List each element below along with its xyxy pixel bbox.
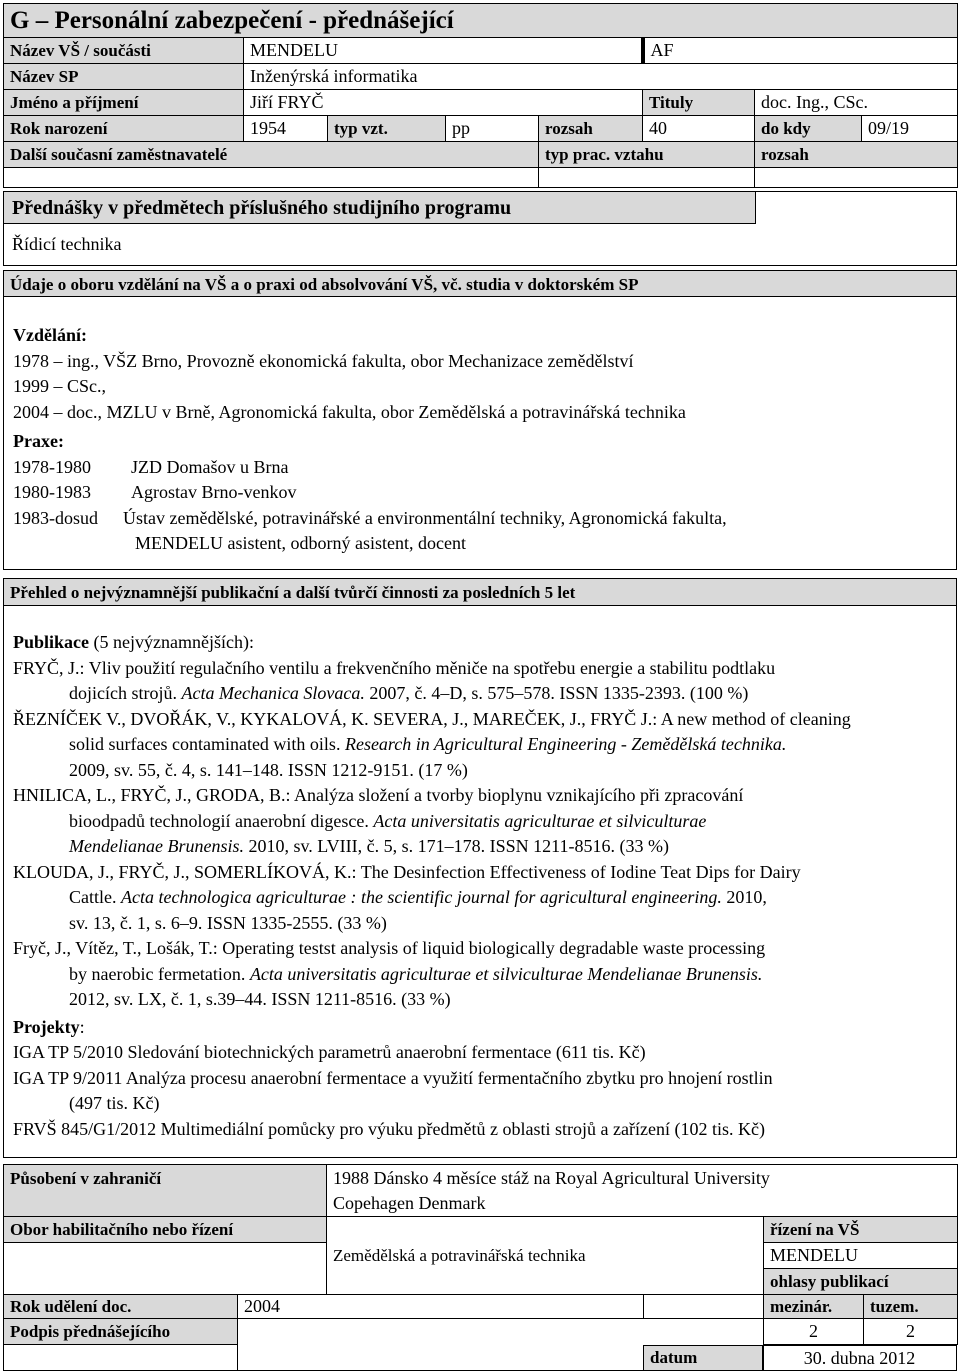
pub-journal: Acta universitatis agriculturae et silviculturae (373, 810, 707, 831)
edu-item: 2004 – doc., MZLU v Brně, Agronomická fakulta, obor Zemědělská a potravinářská technika (13, 401, 686, 422)
rok-value: 2004 (238, 1295, 644, 1319)
pub-journal: Acta technologica agriculturae : the scientific journal for agricultural engineering. (121, 887, 722, 907)
rizeni-label: řízení na VŠ (764, 1217, 958, 1243)
pub-text: Cattle. (69, 887, 121, 907)
pub-label-bold: Publikace (13, 632, 90, 652)
other-employer-cell (4, 168, 539, 188)
praxe-item (13, 480, 947, 506)
praxe-item (13, 506, 947, 532)
birth-value: 1954 (244, 116, 328, 142)
publications-heading: Přehled o nejvýznamnější publikační a další tvůrčí činnosti za posledních 5 let (4, 579, 956, 606)
pub-text: by naerobic fermetation. (69, 963, 250, 984)
podpis-empty (4, 1345, 238, 1371)
abroad-line: Copehagen Denmark (333, 1192, 486, 1213)
tuzem-label: tuzem. (864, 1295, 958, 1319)
lectures-subject: Řídicí technika (12, 234, 122, 254)
tuzem-value: 2 (864, 1319, 958, 1345)
publications-section (3, 578, 957, 1158)
pub-text: solid surfaces contaminated with oils. (69, 734, 345, 754)
podpis-label: Podpis přednášejícího (4, 1319, 238, 1345)
projects-label-colon: : (79, 1016, 85, 1037)
praxe-period: 1980-1983 (13, 482, 91, 502)
pub-label-rest: (5 nejvýznamnějších): (89, 632, 254, 652)
rok-spacer (644, 1295, 764, 1319)
pub-label (13, 630, 947, 656)
pub-line: ŘEZNÍČEK V., DVOŘÁK, V., KYKALOVÁ, K. SEVERA, J., MAREČEK, J., FRYČ J.: A new method of cleaning (13, 708, 851, 729)
name-label: Jméno a příjmení (4, 90, 244, 116)
typprac-cell (539, 168, 755, 188)
header-table (3, 3, 958, 188)
project-item: IGA TP 5/2010 Sledování biotechnických parametrů anaerobní fermentace (611 tis. Kč) (13, 1042, 646, 1062)
habil-empty (4, 1243, 327, 1295)
praxe-text: JZD Domašov u Brna (131, 456, 289, 477)
vs-part: AF (643, 38, 958, 64)
pub-line (13, 885, 947, 911)
datum-label: datum (643, 1345, 763, 1371)
pub-line: FRYČ, J.: Vliv použití regulačního ventilu a frekvenčního měniče na spotřebu energie a stabilitu podtlaku (13, 657, 776, 678)
typvzt-label: typ vzt. (328, 116, 446, 142)
rozsah2-cell (755, 168, 958, 188)
pub-line: sv. 13, č. 1, s. 6–9. ISSN 1335-2555. (33 %) (69, 912, 387, 933)
pub-line: 2012, sv. LX, č. 1, s.39–44. ISSN 1211-8516. (33 %) (69, 989, 451, 1009)
projects-label-bold: Projekty (13, 1016, 80, 1037)
mezinar-value: 2 (764, 1319, 864, 1345)
pub-text: 2010, sv. LVIII, č. 5, s. 171–178. ISSN 1211-8516. (33 %) (243, 836, 669, 856)
abroad-line: 1988 Dánsko 4 měsíce stáž na Royal Agricultural University (333, 1167, 770, 1188)
project-item: FRVŠ 845/G1/2012 Multimediální pomůcky pro výuku předmětů z oblasti strojů a zařízení (102 tis. Kč) (13, 1118, 765, 1139)
pub-line: 2009, sv. 55, č. 4, s. 141–148. ISSN 1212-9151. (17 %) (69, 759, 468, 780)
praxe-item (13, 455, 947, 481)
pub-line (13, 681, 947, 707)
project-item: IGA TP 9/2011 Analýza procesu anaerobní fermentace a využití fermentačního zbytku pro hnojení rostlin (13, 1067, 773, 1088)
pub-text: bioodpadů technologií anaerobní digesce. (69, 810, 374, 831)
footer-table (3, 1164, 958, 1371)
pub-line: KLOUDA, J., FRYČ, J., SOMERLÍKOVÁ, K.: The Desinfection Effectiveness of Iodine Teat Dips for Dairy (13, 861, 801, 882)
typprac-label: typ prac. vztahu (539, 142, 755, 168)
pub-line (13, 809, 947, 835)
pub-line (13, 834, 947, 860)
abroad-value (327, 1165, 958, 1217)
pub-text: 2007, č. 4–D, s. 575–578. ISSN 1335-2393. (100 %) (364, 683, 749, 703)
pub-text: dojicích strojů. (69, 683, 182, 703)
sp-value: Inženýrská informatika (244, 64, 958, 90)
habil-label: Obor habilitačního nebo řízení (4, 1217, 327, 1243)
pub-journal: Acta universitatis agriculturae et silviculturae Mendelianae Brunensis. (249, 963, 763, 984)
dokdy-label: do kdy (755, 116, 862, 142)
abroad-label: Působení v zahraničí (4, 1165, 327, 1217)
page-title: G – Personální zabezpečení - přednášející (4, 4, 958, 38)
habil-value: Zemědělská a potravinářská technika (327, 1217, 764, 1295)
praxe-text: Ústav zemědělské, potravinářské a environmentální techniky, Agronomická fakulta, (123, 507, 727, 528)
praxe-text: Agrostav Brno-venkov (131, 482, 297, 502)
edu-item: 1999 – CSc., (13, 376, 107, 396)
dokdy-value: 09/19 (862, 116, 958, 142)
praxe-period: 1983-dosud (13, 507, 98, 528)
name-value: Jiří FRYČ (244, 90, 643, 116)
rozsah-label: rozsah (539, 116, 643, 142)
pub-journal: Mendelianae Brunensis. (69, 836, 244, 856)
ohlasy-label: ohlasy publikací (764, 1269, 958, 1295)
pub-journal: Acta Mechanica Slovaca. (181, 683, 365, 703)
vs-label: Název VŠ / součásti (4, 38, 244, 64)
rozsah-value: 40 (643, 116, 755, 142)
tituly-value: doc. Ing., CSc. (755, 90, 958, 116)
lectures-section (3, 191, 957, 266)
pub-line: HNILICA, L., FRYČ, J., GRODA, B.: Analýza složení a tvorby bioplynu vznikajícího při zpracování (13, 785, 744, 805)
typvzt-value: pp (446, 116, 539, 142)
birth-label: Rok narození (4, 116, 244, 142)
rozsah2-label: rozsah (755, 142, 958, 168)
lectures-heading: Přednášky v předmětech příslušného studijního programu (4, 192, 756, 224)
education-heading: Údaje o oboru vzdělání na VŠ a o praxi od absolvování VŠ, vč. studia v doktorském SP (4, 270, 956, 297)
projects-label (13, 1015, 947, 1041)
datum-value: 30. dubna 2012 (762, 1345, 957, 1371)
education-section (3, 270, 957, 570)
tituly-label: Tituly (643, 90, 755, 116)
pub-text: 2010, (721, 887, 767, 907)
praxe-label: Praxe: (13, 431, 64, 451)
project-item: (497 tis. Kč) (69, 1093, 160, 1113)
vs-value: MENDELU (244, 38, 643, 64)
pub-journal: Research in Agricultural Engineering - Zemědělská technika. (344, 734, 787, 754)
edu-item: 1978 – ing., VŠZ Brno, Provozně ekonomická fakulta, obor Mechanizace zemědělství (13, 350, 634, 371)
sp-label: Název SP (4, 64, 244, 90)
pub-line (13, 962, 947, 988)
pub-line (13, 732, 947, 758)
other-employers-label: Další současní zaměstnavatelé (4, 142, 539, 168)
praxe-continuation: MENDELU asistent, odborný asistent, docent (135, 533, 466, 553)
rok-label: Rok udělení doc. (4, 1295, 238, 1319)
pub-line: Fryč, J., Vítěz, T., Lošák, T.: Operating testst analysis of liquid biologically degradable waste processing (13, 938, 766, 958)
praxe-period: 1978-1980 (13, 456, 91, 477)
mezinar-label: mezinár. (764, 1295, 864, 1319)
edu-label: Vzdělání: (13, 325, 87, 345)
rizeni-value: MENDELU (764, 1243, 958, 1269)
